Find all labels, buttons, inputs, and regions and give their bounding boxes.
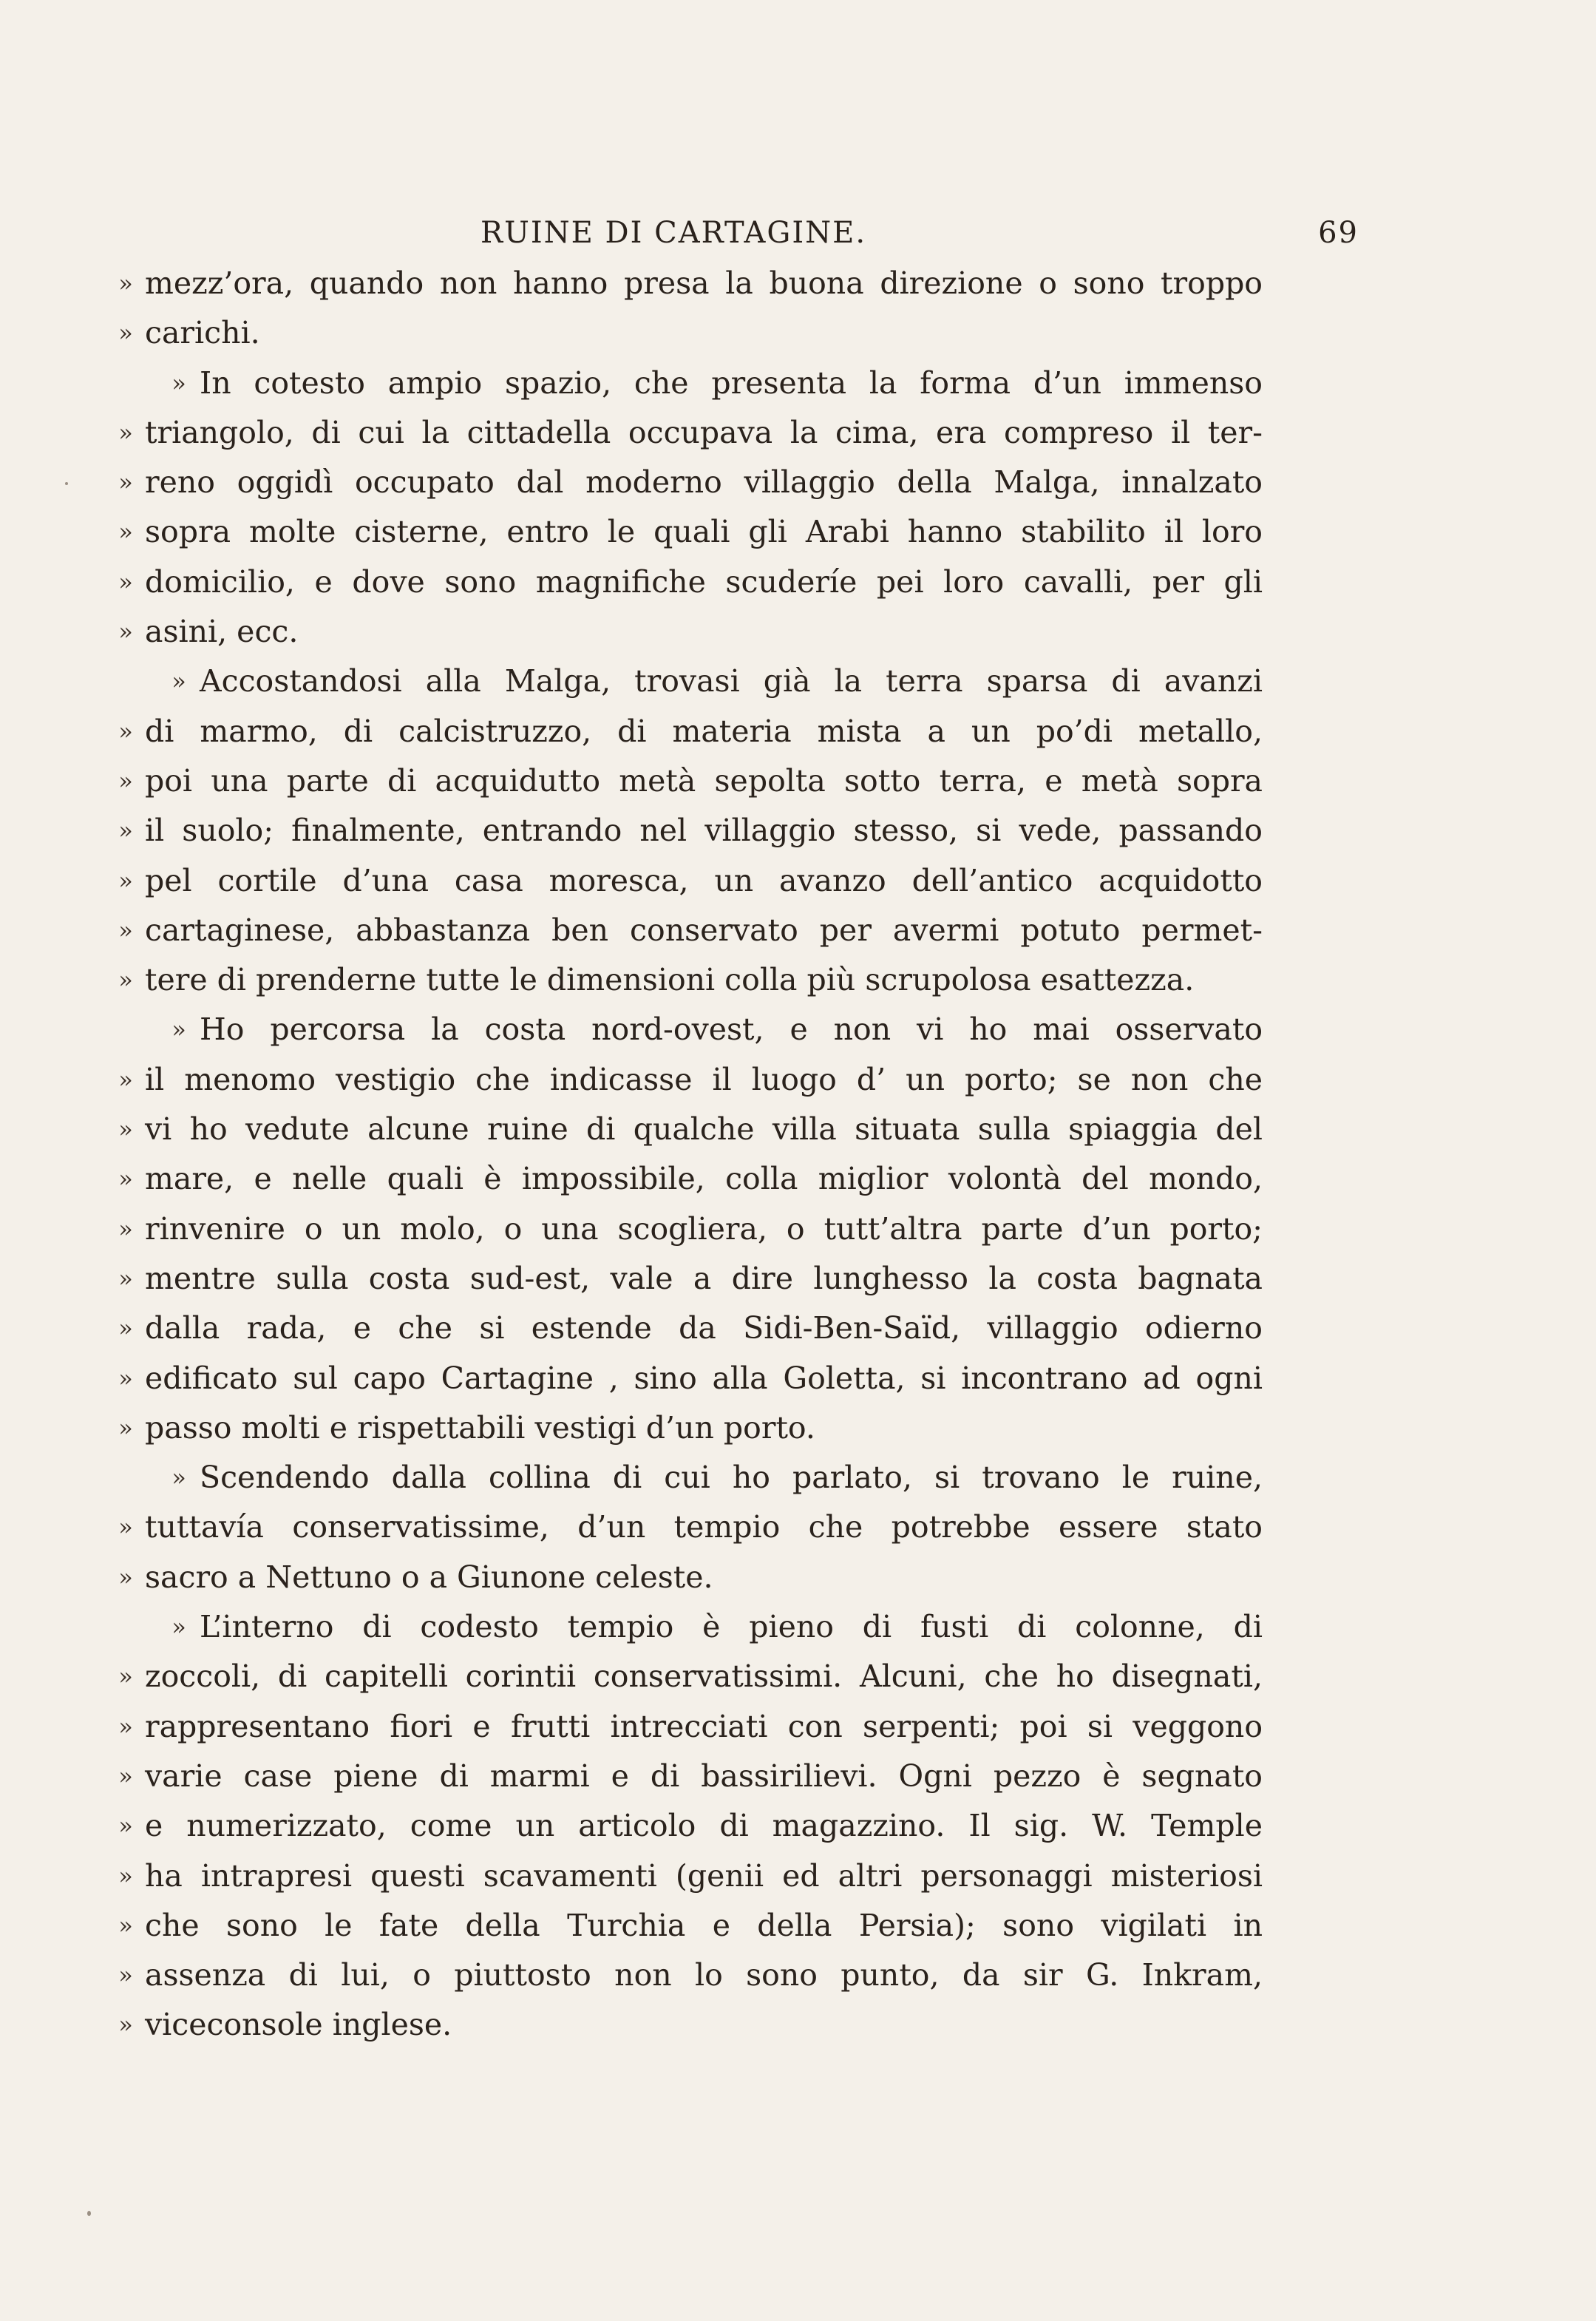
running-title: RUINE DI CARTAGINE.	[481, 216, 867, 250]
quote-mark: »	[118, 1761, 133, 1790]
text-line	[109, 856, 1263, 906]
text-line	[109, 906, 1263, 955]
text-line	[109, 1851, 1263, 1901]
text-line	[109, 1154, 1263, 1204]
text-line	[109, 1502, 1263, 1552]
text-line	[109, 1304, 1263, 1353]
quote-mark: »	[118, 1165, 133, 1193]
quote-mark: »	[118, 1513, 133, 1542]
text-line	[109, 1254, 1263, 1304]
text-line	[109, 458, 1263, 507]
text-line	[109, 1403, 1263, 1453]
text-line	[109, 707, 1263, 756]
text-line	[109, 1204, 1263, 1254]
text-line	[109, 1602, 1263, 1652]
text-line	[109, 806, 1263, 855]
text-line	[109, 1005, 1263, 1054]
line-text: In cotesto ampio spazio, che presenta la forma d’un immenso	[200, 365, 1263, 401]
line-text: reno oggidì occupato dal moderno villaggio della Malga, innalzato	[145, 464, 1263, 501]
text-line	[109, 507, 1263, 557]
line-text: varie case piene di marmi e di bassirilievi. Ogni pezzo è segnato	[145, 1758, 1263, 1794]
quote-mark: »	[118, 567, 133, 596]
quote-mark: »	[118, 966, 133, 995]
line-text: rinvenire o un molo, o una scogliera, o tutt’altra parte d’un porto;	[145, 1210, 1263, 1247]
line-text: mare, e nelle quali è impossibile, colla miglior volontà del mondo,	[145, 1161, 1263, 1197]
quote-mark: »	[118, 766, 133, 795]
text-line	[109, 359, 1263, 408]
text-line	[109, 1702, 1263, 1752]
text-line	[109, 2000, 1263, 2050]
line-text: tuttavía conservatissime, d’un tempio che potrebbe essere stato	[145, 1509, 1263, 1545]
line-text: mezz’ora, quando non hanno presa la buona direzione o sono troppo	[145, 265, 1263, 301]
line-text: passo molti e rispettabili vestigi d’un porto.	[145, 1409, 815, 1446]
line-text: cartaginese, abbastanza ben conservato per avermi potuto permet-	[145, 912, 1263, 948]
quote-mark: »	[118, 816, 133, 845]
line-text: mentre sulla costa sud-est, vale a dire lunghesso la costa bagnata	[145, 1260, 1263, 1296]
text-line	[109, 1055, 1263, 1105]
text-line	[109, 1951, 1263, 2000]
line-text: L’interno di codesto tempio è pieno di fusti di colonne, di	[200, 1609, 1263, 1645]
text-line	[109, 607, 1263, 657]
line-text: sopra molte cisterne, entro le quali gli Arabi hanno stabilito il loro	[145, 514, 1263, 550]
quote-mark: »	[118, 1214, 133, 1243]
line-text: carichi.	[145, 315, 260, 351]
line-text: vi ho vedute alcune ruine di qualche villa situata sulla spiaggia del	[145, 1111, 1263, 1148]
line-text: il menomo vestigio che indicasse il luogo d’ un porto; se non che	[145, 1061, 1263, 1097]
line-text: sacro a Nettuno o a Giunone celeste.	[145, 1559, 713, 1595]
line-text: tere di prenderne tutte le dimensioni colla più scrupolosa esattezza.	[145, 962, 1195, 998]
quote-mark: »	[118, 1065, 133, 1094]
line-text: rappresentano fiori e frutti intrecciati con serpenti; poi si veggono	[145, 1708, 1263, 1744]
quote-mark: »	[118, 1264, 133, 1292]
quote-mark: »	[118, 2010, 133, 2039]
quote-mark: »	[118, 1861, 133, 1890]
text-line	[109, 1652, 1263, 1701]
line-text: Accostandosi alla Malga, trovasi già la terra sparsa di avanzi	[200, 663, 1263, 699]
line-text: il suolo; finalmente, entrando nel villaggio stesso, si vede, passando	[145, 813, 1263, 849]
quote-mark: »	[118, 716, 133, 745]
quote-mark: »	[118, 866, 133, 895]
line-text: poi una parte di acquidutto metà sepolta sotto terra, e metà sopra	[145, 762, 1263, 799]
line-text: che sono le fate della Turchia e della Persia); sono vigilati in	[145, 1907, 1263, 1943]
quote-mark: »	[172, 368, 186, 397]
quote-mark: »	[118, 1712, 133, 1741]
quote-mark: »	[118, 915, 133, 944]
text-line	[109, 259, 1263, 308]
page-number: 69	[1318, 216, 1359, 250]
line-text: zoccoli, di capitelli corintii conservatissimi. Alcuni, che ho disegnati,	[145, 1658, 1263, 1695]
quote-mark: »	[118, 319, 133, 348]
quote-mark: »	[118, 1363, 133, 1392]
line-text: Ho percorsa la costa nord-ovest, e non vi ho mai osservato	[200, 1012, 1263, 1048]
line-text: asini, ecc.	[145, 614, 299, 650]
paper-speck	[65, 482, 68, 485]
text-line	[109, 756, 1263, 806]
text-line	[109, 1901, 1263, 1951]
text-line	[109, 558, 1263, 607]
quote-mark: »	[118, 1562, 133, 1591]
line-text: assenza di lui, o piuttosto non lo sono punto, da sir G. Inkram,	[145, 1957, 1263, 1993]
text-line	[109, 955, 1263, 1005]
quote-mark: »	[172, 1463, 186, 1492]
page-header	[481, 216, 1368, 253]
quote-mark: »	[118, 1314, 133, 1343]
text-line	[109, 657, 1263, 706]
line-text: pel cortile d’una casa moresca, un avanzo dell’antico acquidotto	[145, 862, 1263, 898]
line-text: Scendendo dalla collina di cui ho parlato, si trovano le ruine,	[200, 1460, 1263, 1496]
quote-mark: »	[118, 418, 133, 447]
text-line	[109, 1453, 1263, 1502]
text-line	[109, 1105, 1263, 1154]
text-line	[109, 1553, 1263, 1602]
quote-mark: »	[118, 1961, 133, 1990]
quote-mark: »	[118, 518, 133, 546]
page-body-text	[109, 259, 1263, 2050]
quote-mark: »	[118, 1662, 133, 1691]
text-line	[109, 1354, 1263, 1403]
line-text: di marmo, di calcistruzzo, di materia mista a un po’di metallo,	[145, 713, 1263, 749]
quote-mark: »	[118, 1413, 133, 1442]
text-line	[109, 408, 1263, 458]
quote-mark: »	[172, 1613, 186, 1641]
quote-mark: »	[118, 1115, 133, 1144]
quote-mark: »	[118, 1911, 133, 1939]
quote-mark: »	[118, 468, 133, 497]
quote-mark: »	[118, 617, 133, 646]
line-text: edificato sul capo Cartagine , sino alla Goletta, si incontrano ad ogni	[145, 1360, 1263, 1396]
text-line	[109, 308, 1263, 358]
line-text: viceconsole inglese.	[145, 2007, 452, 2043]
line-text: triangolo, di cui la cittadella occupava la cima, era compreso il ter-	[145, 414, 1263, 450]
text-line	[109, 1801, 1263, 1851]
line-text: domicilio, e dove sono magnifiche scuderíe pei loro cavalli, per gli	[145, 563, 1263, 600]
quote-mark: »	[118, 269, 133, 297]
line-text: dalla rada, e che si estende da Sidi-Ben-Saïd, villaggio odierno	[145, 1310, 1263, 1346]
quote-mark: »	[172, 1015, 186, 1044]
paper-speck	[87, 2211, 91, 2216]
quote-mark: »	[118, 1812, 133, 1840]
line-text: ha intrapresi questi scavamenti (genii ed altri personaggi misteriosi	[145, 1857, 1263, 1894]
text-line	[109, 1752, 1263, 1801]
line-text: e numerizzato, come un articolo di magazzino. Il sig. W. Temple	[145, 1808, 1263, 1844]
quote-mark: »	[172, 667, 186, 696]
